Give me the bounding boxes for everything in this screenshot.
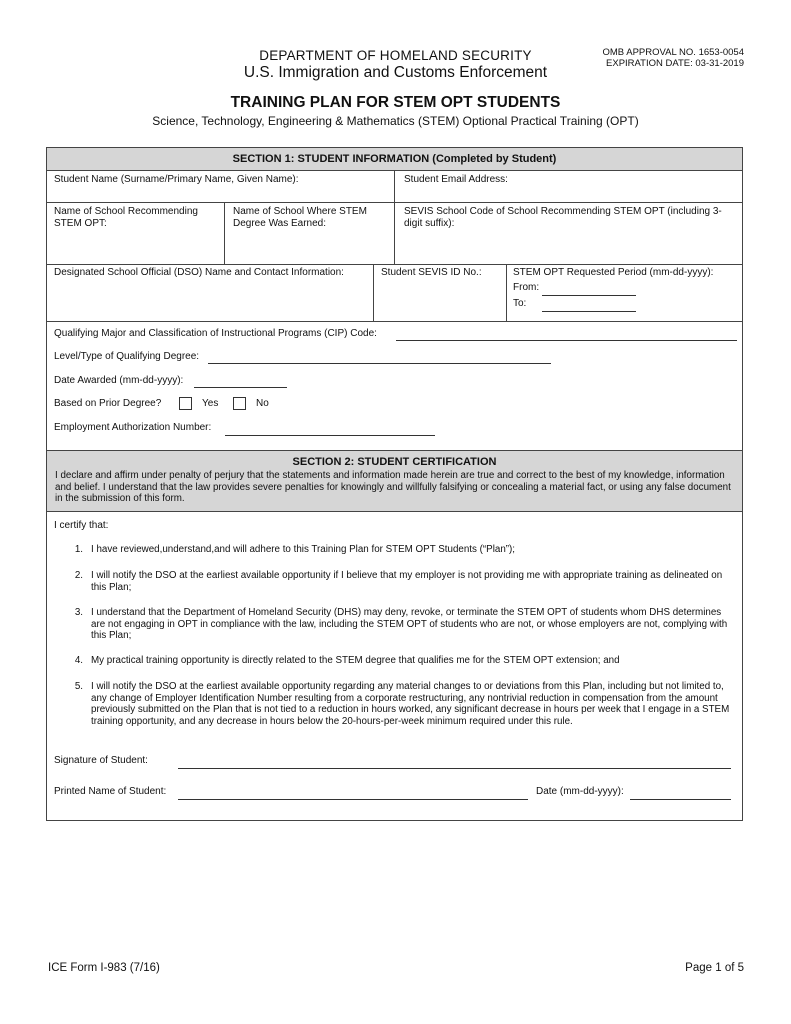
certify-label: I certify that: [54,520,109,531]
cip-field[interactable] [396,340,737,341]
sevis-school-code-label: SEVIS School Code of School Recommending STEM OPT (including 3-digit suffix): [404,206,722,229]
to-label: To: [513,298,527,309]
item-text: I will notify the DSO at the earliest available opportunity regarding any material changes to or deviations from this Plan, including but not limited to, any change of Employer Identification Number resulting from a corporate restructuring, any nontrivial reduction in compensation from the amount previously submitted on the Plan that is not tied to a reduction in hours worked, any significant decrease in hours per week that I engage in a STEM training opportunity, and any decrease in hours below the 20-hours-per-week minimum required under this rule. [91,681,730,727]
item-text: My practical training opportunity is directly related to the STEM degree that qualifies me for the STEM OPT extension; and [91,655,620,666]
form-body [46,147,743,821]
student-email-label: Student Email Address: [404,174,508,185]
printed-name-label: Printed Name of Student: [54,786,167,797]
item-number: 2. [74,570,83,581]
signature-label: Signature of Student: [54,755,148,766]
ead-field[interactable] [225,435,435,436]
section2-title: SECTION 2: STUDENT CERTIFICATION [292,456,497,468]
item-text: I understand that the Department of Homeland Security (DHS) may deny, revoke, or terminate the STEM OPT of students whom DHS determines are not engaging in OPT in compliance with the law, including the STEM OPT of students who are not, or whose employers are not, complying with this Plan; [91,607,728,641]
declaration-text: I declare and affirm under penalty of perjury that the statements and information made herein are true and correct to the best of my knowledge, information and belief. I understand that the law provides severe penalties for knowingly and willfully falsifying or concealing a material fact, or using any false document in the submission of this form. [55,470,731,504]
item-text: I will notify the DSO at the earliest available opportunity if I believe that my employer is not providing me with appropriate training as delineated on this Plan; [91,570,723,593]
item-number: 3. [74,607,83,618]
divider [394,202,395,264]
item-number: 4. [74,655,83,666]
signature-field[interactable] [178,768,731,769]
expiration-date: EXPIRATION DATE: 03-31-2019 [606,58,744,69]
agency-name: U.S. Immigration and Customs Enforcement [243,64,548,81]
to-date-field[interactable] [542,311,636,312]
date-awarded-field[interactable] [194,387,287,388]
divider [47,264,742,265]
divider [394,170,395,202]
no-label: No [256,398,269,409]
from-label: From: [513,282,540,293]
yes-label: Yes [202,398,219,409]
school-degree-label: Name of School Where STEM Degree Was Earned: [233,206,367,229]
item-text: I have reviewed,understand,and will adhere to this Training Plan for STEM OPT Students (“Plan”); [91,544,516,555]
divider [506,264,507,321]
signature-date-label: Date (mm-dd-yyyy): [536,786,624,797]
school-recommending-label: Name of School Recommending STEM OPT: [54,206,198,229]
item-number: 1. [74,544,83,555]
section1-header [47,148,742,170]
section2-header [47,451,742,511]
divider [373,264,374,321]
divider [224,202,225,264]
level-label: Level/Type of Qualifying Degree: [54,351,200,362]
signature-date-field[interactable] [630,799,731,800]
item-number: 5. [74,681,83,692]
printed-name-field[interactable] [178,799,528,800]
form-id: ICE Form I-983 (7/16) [48,962,160,974]
ead-label: Employment Authorization Number: [54,422,212,433]
omb-info [602,47,744,69]
dso-label: Designated School Official (DSO) Name and Contact Information: [54,267,344,278]
form-title: TRAINING PLAN FOR STEM OPT STUDENTS [230,94,561,111]
omb-approval-number: OMB APPROVAL NO. 1653-0054 [602,47,744,58]
divider [47,511,742,512]
section1-title: SECTION 1: STUDENT INFORMATION (Completed by Student) [232,153,557,165]
from-date-field[interactable] [542,295,636,296]
level-field[interactable] [208,363,551,364]
period-label: STEM OPT Requested Period (mm-dd-yyyy): [513,267,714,278]
prior-degree-yes-checkbox[interactable] [179,397,192,410]
department-name: DEPARTMENT OF HOMELAND SECURITY [259,48,532,63]
student-name-label: Student Name (Surname/Primary Name, Given Name): [54,174,299,185]
form-subtitle: Science, Technology, Engineering & Mathematics (STEM) Optional Practical Training (OPT) [152,114,639,128]
cip-label: Qualifying Major and Classification of Instructional Programs (CIP) Code: [54,328,377,339]
prior-degree-label: Based on Prior Degree? [54,398,162,409]
sevis-id-label: Student SEVIS ID No.: [381,267,482,278]
divider [47,321,742,322]
date-awarded-label: Date Awarded (mm-dd-yyyy): [54,375,184,386]
page-number: Page 1 of 5 [685,962,744,974]
prior-degree-no-checkbox[interactable] [233,397,246,410]
